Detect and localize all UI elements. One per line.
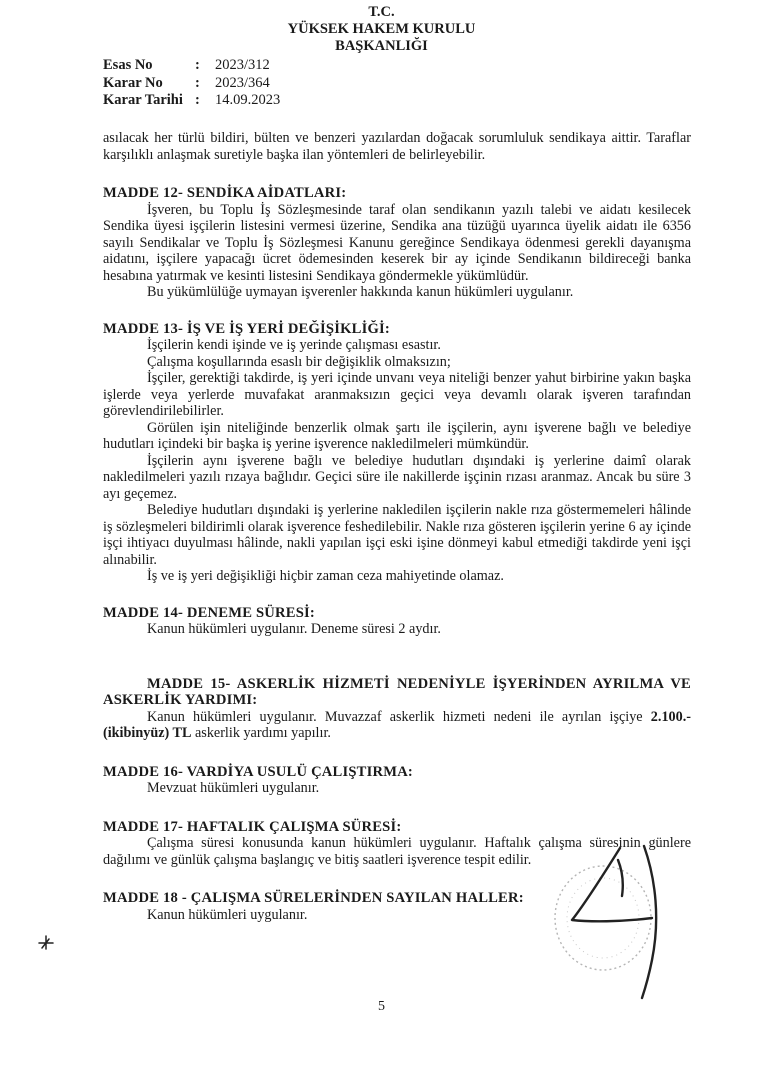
article-15-title: MADDE 15- ASKERLİK HİZMETİ NEDENİYLE İŞYERİNDEN AYRILMA VE ASKERLİK YARDIMI: bbox=[103, 675, 691, 708]
article-12-paragraph: Bu yükümlülüğe uymayan işverenler hakkında kanun hükümleri uygulanır. bbox=[147, 284, 574, 300]
article-13-paragraph: Belediye hudutları dışındaki iş yerlerine nakledilen işçilerin nakle rıza göstermemeleri hâlinde iş sözleşmeleri bildirimli olarak işverence feshedilebilir. Nakle rıza gösteren işçilerin yerine 6 ay içinde işçi ihtiyacı duyulması hâlinde, nakli yapılan işçi eski işine dönmeyi kabul etmediği takdirde yeni işçi alınabilir. bbox=[103, 502, 691, 568]
meta-row-karar bbox=[103, 75, 280, 93]
meta-label: Karar No bbox=[103, 74, 163, 91]
article-12-paragraph: İşveren, bu Toplu İş Sözleşmesinde taraf olan sendikanın yazılı talebi ve aidatı kesilecek Sendika üyesi işçilerin listesini vermesi üzerine, Sendika ana tüzüğü uyarınca üyelik aidatı ile 6356 sayılı Sendikalar ve Toplu İş Sözleşmesi Kanunu gereğince Sendikaya ödenmesi gerekli dayanışma aidatını, işçilere yapacağı ücret ödemesinden keserek bir ay içinde Sendikanın bildireceği banka hesabına yatırmak ve kesinti listesini Sendikaya göndermekle yükümlüdür. bbox=[103, 201, 691, 284]
article-16-paragraph: Mevzuat hükümleri uygulanır. bbox=[147, 780, 320, 796]
article-16 bbox=[103, 764, 691, 797]
document-header bbox=[0, 4, 763, 55]
margin-mark bbox=[36, 932, 56, 952]
article-15-text: askerlik yardımı yapılır. bbox=[191, 725, 331, 741]
article-13-paragraph: Görülen işin niteliğinde benzerlik olmak şartı ile işçilerin, aynı işverene bağlı ve belediye hudutları içindeki bir başka iş yerine işverence nakledilmeleri mümkündür. bbox=[103, 419, 691, 452]
meta-label: Esas No bbox=[103, 57, 153, 73]
article-12-title: MADDE 12- SENDİKA AİDATLARI: bbox=[103, 185, 347, 201]
header-presidency: BAŞKANLIĞI bbox=[335, 38, 428, 54]
case-metadata bbox=[103, 57, 280, 110]
article-18-paragraph: Kanun hükümleri uygulanır. bbox=[147, 906, 308, 923]
meta-row-esas bbox=[103, 57, 280, 75]
meta-separator: : bbox=[195, 74, 200, 91]
meta-value: 14.09.2023 bbox=[215, 92, 281, 108]
article-15-paragraph bbox=[103, 709, 691, 742]
document-body bbox=[103, 130, 691, 923]
article-16-title: MADDE 16- VARDİYA USULÜ ÇALIŞTIRMA: bbox=[103, 763, 413, 780]
article-13-paragraph: İş ve iş yeri değişikliği hiçbir zaman ceza mahiyetinde olamaz. bbox=[147, 568, 504, 584]
header-institution: YÜKSEK HAKEM KURULU bbox=[287, 21, 476, 37]
meta-row-tarih bbox=[103, 92, 280, 110]
article-15-text: Kanun hükümleri uygulanır. Muvazzaf askerlik hizmeti nedeni ile ayrılan işçiye bbox=[147, 708, 651, 725]
meta-value: 2023/364 bbox=[215, 74, 270, 91]
page-number: 5 bbox=[378, 999, 385, 1014]
meta-separator: : bbox=[195, 92, 200, 108]
article-15 bbox=[103, 676, 691, 742]
article-14 bbox=[103, 605, 691, 638]
article-17-paragraph: Çalışma süresi konusunda kanun hükümleri uygulanır. Haftalık çalışma süresinin günlere dağılımı ve günlük çalışma başlangıç ve bitiş saatleri işverence tespit edilir. bbox=[103, 835, 691, 868]
article-14-title: MADDE 14- DENEME SÜRESİ: bbox=[103, 604, 315, 621]
article-13-paragraph: İşçilerin aynı işverene bağlı ve belediye hudutları dışındaki iş yerlerine daimî olarak nakledilmeleri yazılı rızaya bağlıdır. Geçici süre ile nakillerde işçinin rızası aranmaz. Ancak bu süre 3 ayı geçemez. bbox=[103, 452, 691, 502]
meta-value: 2023/312 bbox=[215, 57, 270, 73]
article-18-title: MADDE 18 - ÇALIŞMA SÜRELERİNDEN SAYILAN HALLER: bbox=[103, 890, 524, 906]
signature bbox=[560, 840, 700, 1000]
intro-paragraph: asılacak her türlü bildiri, bülten ve benzeri yazılardan doğacak sorumluluk sendikaya aittir. Taraflar karşılıklı anlaşmak suretiyle başka ilan yöntemleri de belirleyebilir. bbox=[103, 130, 691, 163]
article-17-title: MADDE 17- HAFTALIK ÇALIŞMA SÜRESİ: bbox=[103, 818, 402, 835]
header-tc: T.C. bbox=[368, 4, 395, 20]
article-13-paragraph: İşçilerin kendi işinde ve iş yerinde çalışması esastır. bbox=[147, 337, 441, 353]
article-12 bbox=[103, 185, 691, 301]
article-14-paragraph: Kanun hükümleri uygulanır. Deneme süresi 2 aydır. bbox=[147, 621, 441, 637]
meta-separator: : bbox=[195, 57, 200, 73]
article-13-title: MADDE 13- İŞ VE İŞ YERİ DEĞİŞİKLİĞİ: bbox=[103, 320, 390, 337]
meta-label: Karar Tarihi bbox=[103, 92, 183, 108]
article-15-amount: 2.100.-(ikibinyüz) TL bbox=[103, 708, 691, 741]
article-13-paragraph: İşçiler, gerektiği takdirde, iş yeri içinde unvanı veya niteliği benzer yahut birbirine yakın başka işlerde veya yerlerde muvafakat aranmaksızın geçici veya devamlı olarak işveren tarafından görevlendirilebilirler. bbox=[103, 370, 691, 419]
article-13 bbox=[103, 321, 691, 585]
article-13-paragraph: Çalışma koşullarında esaslı bir değişiklik olmaksızın; bbox=[147, 353, 451, 370]
